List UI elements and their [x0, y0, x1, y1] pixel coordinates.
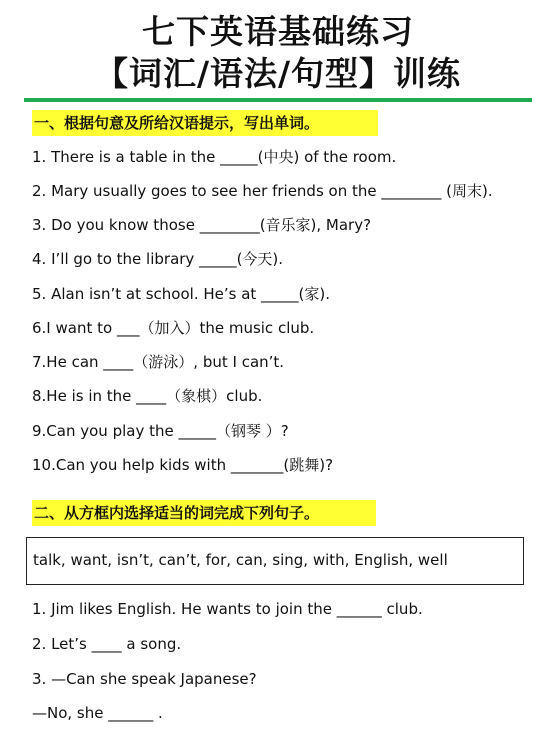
section2-item-3-answer: —No, she ______ . — [32, 704, 163, 722]
section1-item-7: 7.He can ____（游泳）, but I can’t. — [32, 353, 285, 371]
green-divider — [24, 98, 532, 102]
section1-item-6: 6.I want to ___（加入）the music club. — [32, 319, 315, 337]
worksheet-title-line1: 七下英语基础练习 — [142, 12, 414, 51]
section1-item-1: 1. There is a table in the _____(中央) of the room. — [32, 148, 397, 166]
section1-item-3: 3. Do you know those ________(音乐家), Mary? — [32, 216, 372, 234]
section1-item-2: 2. Mary usually goes to see her friends on the ________ (周末). — [32, 182, 493, 200]
section1-item-8: 8.He is in the ____（象棋）club. — [32, 387, 263, 405]
section2-item-3: 3. —Can she speak Japanese? — [32, 670, 257, 688]
section1-item-9: 9.Can you play the _____（钢琴 ）? — [32, 422, 289, 440]
section1-heading: 一、根据句意及所给汉语提示，写出单词。 — [32, 110, 378, 136]
section2-item-2: 2. Let’s ____ a song. — [32, 635, 182, 653]
word-bank-box: talk, want, isn’t, can’t, for, can, sing, with, English, well — [26, 537, 524, 585]
section2-heading: 二、从方框内选择适当的词完成下列句子。 — [32, 500, 376, 526]
section1-item-5: 5. Alan isn’t at school. He’s at _____(家). — [32, 285, 331, 303]
section1-item-10: 10.Can you help kids with _______(跳舞)? — [32, 456, 334, 474]
section1-item-4: 4. I’ll go to the library _____(今天). — [32, 250, 284, 268]
section2-item-1: 1. Jim likes English. He wants to join the ______ club. — [32, 600, 423, 618]
worksheet-title-line2: 【词汇/语法/句型】训练 — [94, 54, 462, 93]
